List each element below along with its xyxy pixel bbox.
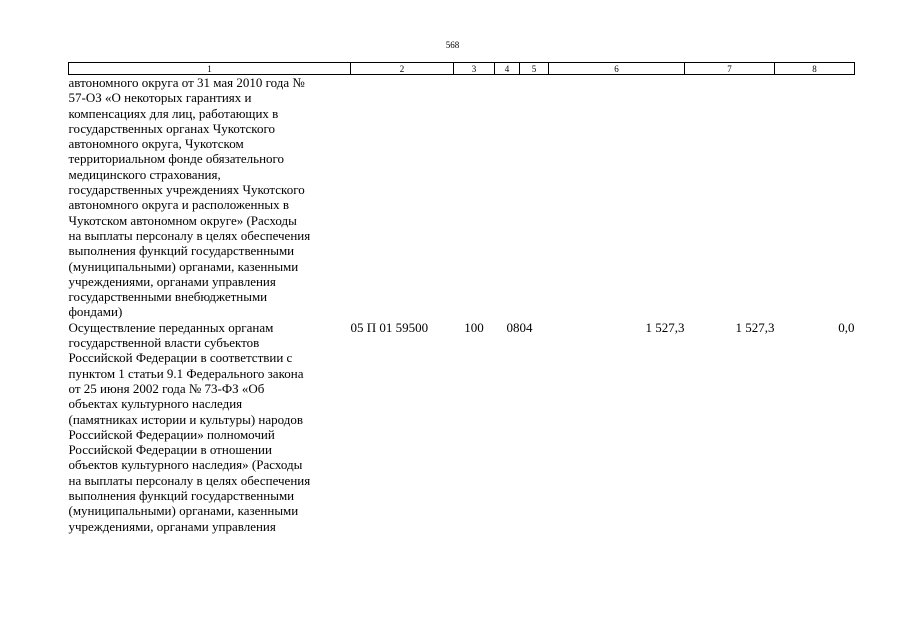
amount-planned: 1 527,3 <box>645 319 685 335</box>
name-line: выполнения функций государственными <box>68 488 295 504</box>
name-line: Российской Федерации» полномочий <box>68 426 275 442</box>
target-article-code <box>351 75 454 320</box>
name-line: государственных органах Чукотского <box>68 120 275 136</box>
row-name <box>69 320 351 534</box>
column-number-8: 8 <box>775 63 855 75</box>
column-number-7: 7 <box>685 63 775 75</box>
expense-type-code: 100 <box>464 319 484 335</box>
table-row <box>69 320 855 534</box>
column-number-2: 2 <box>351 63 454 75</box>
name-line: от 25 июня 2002 года № 73-ФЗ «Об <box>68 380 265 396</box>
amount-executed <box>685 75 775 320</box>
name-line: объектов культурного наследия» (Расходы <box>68 457 303 473</box>
name-line: государственных учреждениях Чукотского <box>68 182 305 198</box>
expense-type-code <box>454 75 495 320</box>
amount-remainder: 0,0 <box>838 319 855 335</box>
name-line: пунктом 1 статьи 9.1 Федерального закона <box>68 365 304 381</box>
column-number-5: 5 <box>520 63 549 75</box>
name-line: учреждениями, органами управления <box>68 518 276 534</box>
name-line: фондами) <box>68 304 123 320</box>
row-name <box>69 75 351 320</box>
name-line: на выплаты персоналу в целях обеспечения <box>68 227 311 243</box>
target-article-code: 05 П 01 59500 <box>350 319 429 335</box>
name-line: Российской Федерации в соответствии с <box>68 350 293 366</box>
name-line: территориальном фонде обязательного <box>68 151 285 167</box>
name-line: Российской Федерации в отношении <box>68 442 272 458</box>
column-number-1: 1 <box>69 63 351 75</box>
section-code <box>495 75 520 320</box>
name-line: компенсациях для лиц, работающих в <box>68 105 279 121</box>
name-line: автономного округа от 31 мая 2010 года № <box>68 75 305 90</box>
column-number-6: 6 <box>549 63 685 75</box>
amount-planned <box>549 75 685 320</box>
name-line: объектах культурного наследия <box>68 396 243 412</box>
amount-remainder <box>775 75 855 320</box>
name-line: 57-ОЗ «О некоторых гарантиях и <box>68 90 252 106</box>
amount-executed: 1 527,3 <box>735 319 775 335</box>
subsection-code: 04 <box>519 319 533 335</box>
column-number-3: 3 <box>454 63 495 75</box>
name-line: автономного округа, Чукотском <box>68 136 244 152</box>
name-line: автономного округа и расположенных в <box>68 197 290 213</box>
column-number-row <box>69 63 855 75</box>
column-number-4: 4 <box>495 63 520 75</box>
page-number: 568 <box>445 40 460 50</box>
name-line: (памятниках истории и культуры) народов <box>68 411 304 427</box>
subsection-code <box>520 75 549 320</box>
name-line: Осуществление переданных органам <box>68 319 274 335</box>
section-code: 08 <box>506 319 520 335</box>
name-line: выполнения функций государственными <box>68 243 295 259</box>
name-line: государственной власти субъектов <box>68 335 260 351</box>
name-line: (муниципальными) органами, казенными <box>68 258 299 274</box>
name-line: на выплаты персоналу в целях обеспечения <box>68 472 311 488</box>
budget-table <box>68 62 855 534</box>
name-line: (муниципальными) органами, казенными <box>68 503 299 519</box>
name-line: государственными внебюджетными <box>68 289 268 305</box>
table-row <box>69 75 855 320</box>
name-line: медицинского страхования, <box>68 166 221 182</box>
name-line: Чукотском автономном округе» (Расходы <box>68 212 297 228</box>
name-line: учреждениями, органами управления <box>68 273 276 289</box>
